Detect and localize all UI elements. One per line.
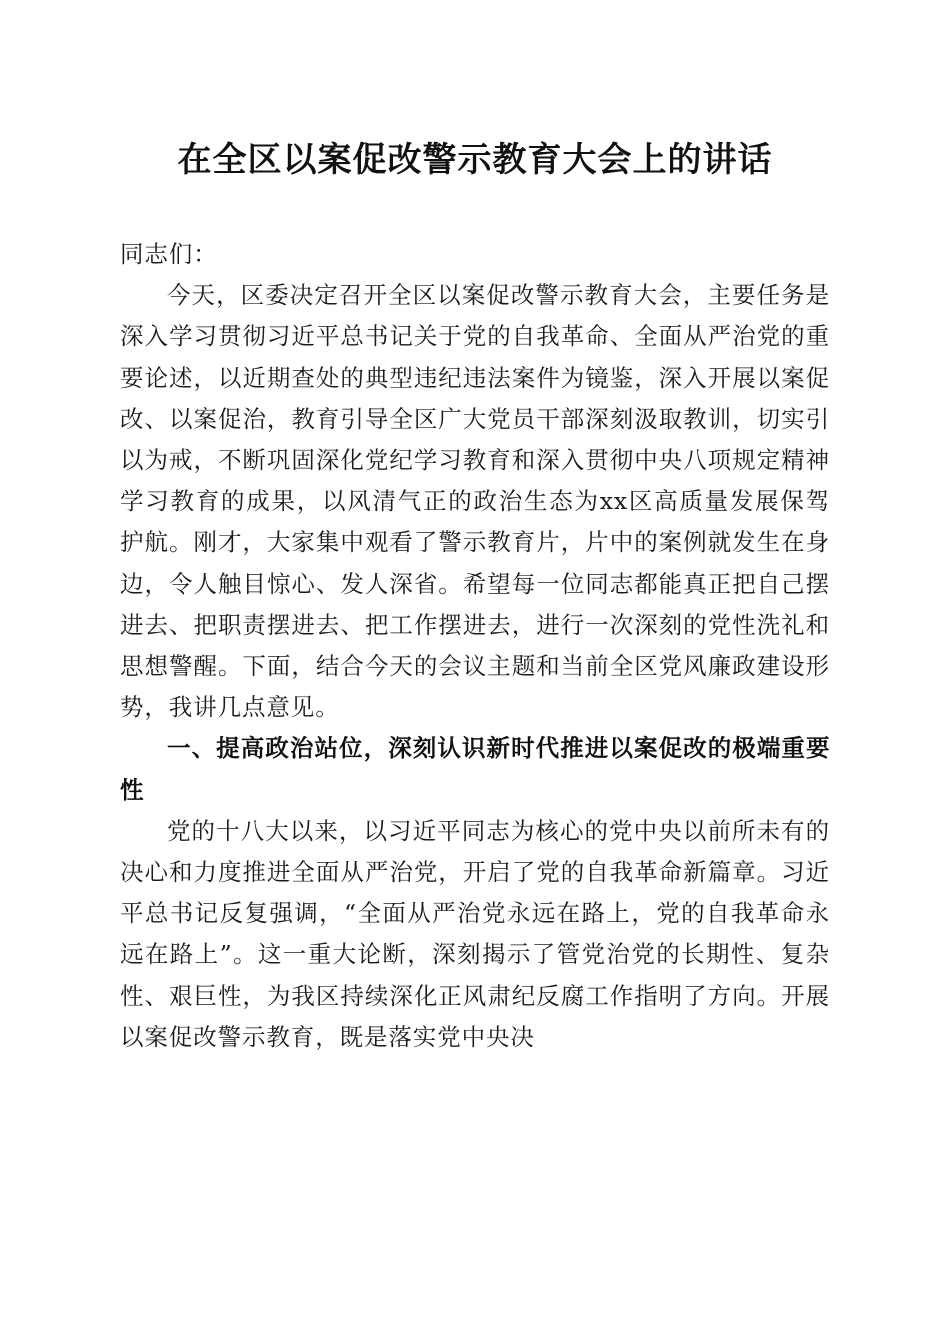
salutation: 同志们： — [120, 240, 218, 268]
section-heading-1: 一、提高政治站位，深刻认识新时代推进以案促改的极端重要性 — [120, 734, 830, 804]
document-body — [120, 234, 830, 1058]
document-title: 在全区以案促改警示教育大会上的讲话 — [177, 140, 773, 180]
section-1-paragraph: 党的十八大以来，以习近平同志为核心的党中央以前所未有的决心和力度推进全面从严治党，开启了党的自我革命新篇章。习近平总书记反复强调，“全面从严治党永远在路上，党的自我革命永远在路上”。这一重大论断，深刻揭示了管党治党的长期性、复杂性、艰巨性，为我区持续深化正风肃纪反腐工作指明了方向。开展以案促改警示教育，既是落实党中央决 — [120, 816, 830, 1051]
opening-paragraph: 今天，区委决定召开全区以案促改警示教育大会，主要任务是深入学习贯彻习近平总书记关于党的自我革命、全面从严治党的重要论述，以近期查处的典型违纪违法案件为镜鉴，深入开展以案促改、以案促治，教育引导全区广大党员干部深刻汲取教训，切实引以为戒，不断巩固深化党纪学习教育和深入贯彻中央八项规定精神学习教育的成果，以风清气正的政治生态为xx区高质量发展保驾护航。刚才，大家集中观看了警示教育片，片中的案例就发生在身边，令人触目惊心、发人深省。希望每一位同志都能真正把自己摆进去、把职责摆进去、把工作摆进去，进行一次深刻的党性洗礼和思想警醒。下面，结合今天的会议主题和当前全区党风廉政建设形势，我讲几点意见。 — [120, 281, 830, 722]
